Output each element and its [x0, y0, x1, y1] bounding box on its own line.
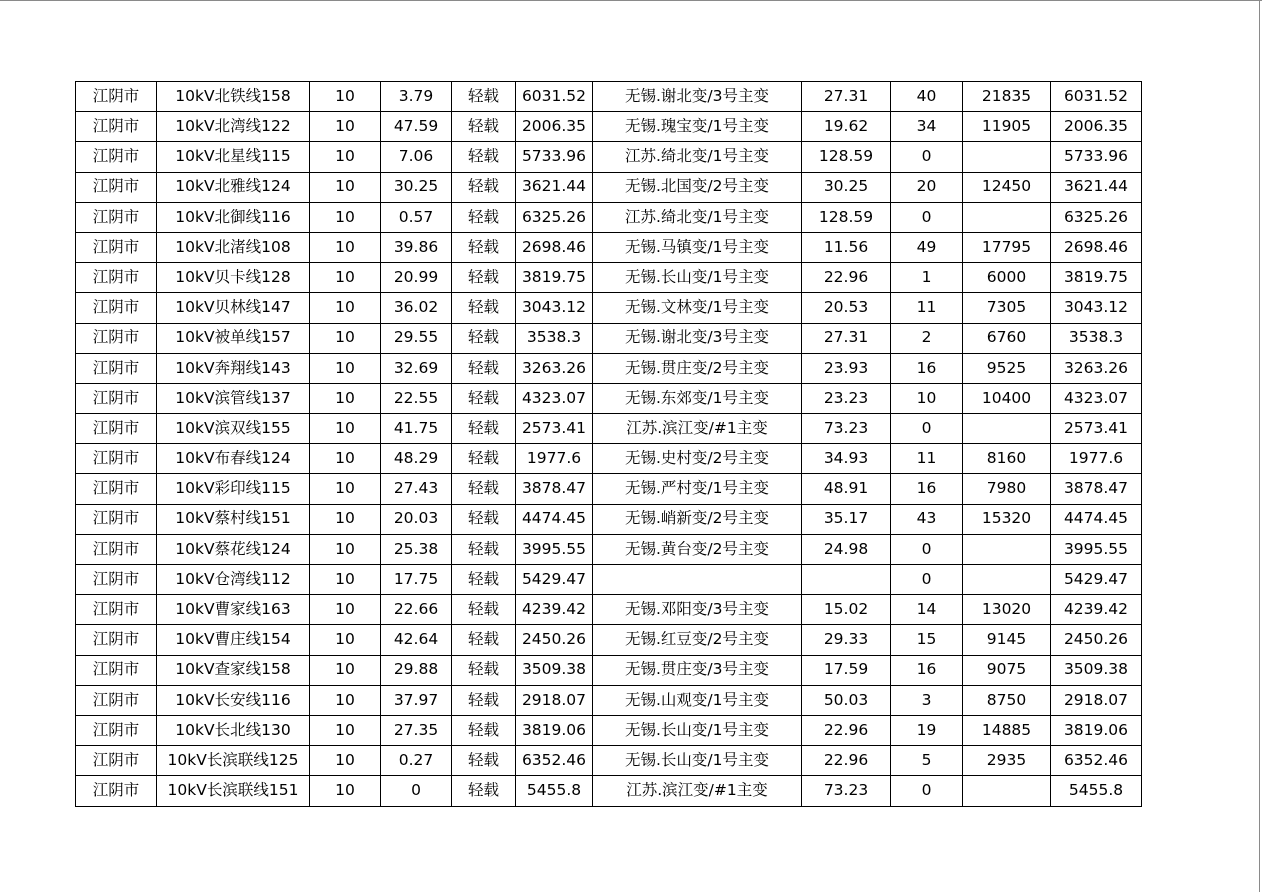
line-name-cell: 10kV长滨联线125	[157, 746, 310, 776]
table-row	[76, 595, 1142, 625]
table-row	[76, 625, 1142, 655]
voltage-cell: 10	[310, 746, 381, 776]
transformer-load-rate-cell: 34.93	[802, 444, 891, 474]
open-capacity-cell: 2573.41	[1051, 414, 1142, 444]
substation-transformer-cell: 无锡.贯庄变/2号主变	[593, 353, 802, 383]
line-name-cell: 10kV奔翔线143	[157, 353, 310, 383]
count-cell: 2	[891, 323, 963, 353]
table-row	[76, 715, 1142, 745]
table-row	[76, 746, 1142, 776]
open-capacity-cell: 5455.8	[1051, 776, 1142, 806]
substation-transformer-cell: 无锡.红豆变/2号主变	[593, 625, 802, 655]
load-rate-cell: 7.06	[381, 142, 452, 172]
city-cell: 江阴市	[76, 414, 157, 444]
line-name-cell: 10kV仓湾线112	[157, 565, 310, 595]
count-cell: 20	[891, 172, 963, 202]
table-row	[76, 685, 1142, 715]
load-rate-cell: 41.75	[381, 414, 452, 444]
transformer-load-rate-cell: 128.59	[802, 202, 891, 232]
line-name-cell: 10kV北星线115	[157, 142, 310, 172]
load-rate-cell: 27.35	[381, 715, 452, 745]
count-cell: 1	[891, 263, 963, 293]
city-cell: 江阴市	[76, 142, 157, 172]
transformer-load-rate-cell: 50.03	[802, 685, 891, 715]
line-name-cell: 10kV蔡村线151	[157, 504, 310, 534]
substation-transformer-cell: 无锡.谢北变/3号主变	[593, 323, 802, 353]
load-status-cell: 轻载	[452, 595, 516, 625]
available-capacity-cell: 2573.41	[516, 414, 593, 444]
capacity-cell: 9525	[963, 353, 1051, 383]
line-name-cell: 10kV北铁线158	[157, 82, 310, 112]
count-cell: 11	[891, 444, 963, 474]
substation-transformer-cell: 无锡.史村变/2号主变	[593, 444, 802, 474]
table-row	[76, 414, 1142, 444]
line-name-cell: 10kV彩印线115	[157, 474, 310, 504]
substation-transformer-cell: 无锡.东郊变/1号主变	[593, 383, 802, 413]
voltage-cell: 10	[310, 595, 381, 625]
transformer-load-rate-cell: 73.23	[802, 414, 891, 444]
voltage-cell: 10	[310, 565, 381, 595]
capacity-cell: 6000	[963, 263, 1051, 293]
substation-transformer-cell: 无锡.长山变/1号主变	[593, 746, 802, 776]
transformer-load-rate-cell: 11.56	[802, 232, 891, 262]
transformer-load-rate-cell: 20.53	[802, 293, 891, 323]
table-row	[76, 444, 1142, 474]
city-cell: 江阴市	[76, 323, 157, 353]
table-row	[76, 776, 1142, 806]
substation-transformer-cell: 江苏.滨江变/#1主变	[593, 776, 802, 806]
table-row	[76, 655, 1142, 685]
open-capacity-cell: 3043.12	[1051, 293, 1142, 323]
open-capacity-cell: 4474.45	[1051, 504, 1142, 534]
city-cell: 江阴市	[76, 263, 157, 293]
count-cell: 15	[891, 625, 963, 655]
load-rate-cell: 0.27	[381, 746, 452, 776]
capacity-cell: 12450	[963, 172, 1051, 202]
line-name-cell: 10kV北御线116	[157, 202, 310, 232]
transformer-load-rate-cell: 19.62	[802, 112, 891, 142]
count-cell: 19	[891, 715, 963, 745]
load-rate-cell: 29.55	[381, 323, 452, 353]
available-capacity-cell: 2006.35	[516, 112, 593, 142]
available-capacity-cell: 1977.6	[516, 444, 593, 474]
capacity-cell: 17795	[963, 232, 1051, 262]
open-capacity-cell: 2918.07	[1051, 685, 1142, 715]
load-status-cell: 轻载	[452, 474, 516, 504]
capacity-cell	[963, 202, 1051, 232]
line-name-cell: 10kV北渚线108	[157, 232, 310, 262]
open-capacity-cell: 4239.42	[1051, 595, 1142, 625]
voltage-cell: 10	[310, 625, 381, 655]
load-status-cell: 轻载	[452, 263, 516, 293]
table-body	[76, 82, 1142, 807]
open-capacity-cell: 6325.26	[1051, 202, 1142, 232]
count-cell: 11	[891, 293, 963, 323]
city-cell: 江阴市	[76, 172, 157, 202]
transformer-load-rate-cell: 24.98	[802, 534, 891, 564]
capacity-cell	[963, 142, 1051, 172]
capacity-cell: 11905	[963, 112, 1051, 142]
available-capacity-cell: 2918.07	[516, 685, 593, 715]
table-row	[76, 323, 1142, 353]
voltage-cell: 10	[310, 353, 381, 383]
transformer-load-rate-cell: 23.93	[802, 353, 891, 383]
table-row	[76, 263, 1142, 293]
load-status-cell: 轻载	[452, 232, 516, 262]
load-rate-cell: 0.57	[381, 202, 452, 232]
voltage-cell: 10	[310, 444, 381, 474]
table-row	[76, 353, 1142, 383]
available-capacity-cell: 6031.52	[516, 82, 593, 112]
available-capacity-cell: 3819.06	[516, 715, 593, 745]
table-row	[76, 112, 1142, 142]
transformer-load-rate-cell: 35.17	[802, 504, 891, 534]
voltage-cell: 10	[310, 232, 381, 262]
city-cell: 江阴市	[76, 82, 157, 112]
open-capacity-cell: 3538.3	[1051, 323, 1142, 353]
load-rate-cell: 39.86	[381, 232, 452, 262]
capacity-cell: 7305	[963, 293, 1051, 323]
substation-transformer-cell: 无锡.邓阳变/3号主变	[593, 595, 802, 625]
load-status-cell: 轻载	[452, 414, 516, 444]
substation-transformer-cell: 无锡.峭新变/2号主变	[593, 504, 802, 534]
available-capacity-cell: 6352.46	[516, 746, 593, 776]
available-capacity-cell: 4474.45	[516, 504, 593, 534]
line-name-cell: 10kV贝卡线128	[157, 263, 310, 293]
line-name-cell: 10kV曹庄线154	[157, 625, 310, 655]
open-capacity-cell: 3819.75	[1051, 263, 1142, 293]
open-capacity-cell: 6352.46	[1051, 746, 1142, 776]
city-cell: 江阴市	[76, 746, 157, 776]
substation-transformer-cell: 无锡.瑰宝变/1号主变	[593, 112, 802, 142]
substation-transformer-cell: 无锡.长山变/1号主变	[593, 715, 802, 745]
transformer-load-rate-cell: 128.59	[802, 142, 891, 172]
load-rate-cell: 42.64	[381, 625, 452, 655]
open-capacity-cell: 3878.47	[1051, 474, 1142, 504]
table-row	[76, 504, 1142, 534]
available-capacity-cell: 5455.8	[516, 776, 593, 806]
line-name-cell: 10kV贝林线147	[157, 293, 310, 323]
table-row	[76, 383, 1142, 413]
load-rate-cell: 20.03	[381, 504, 452, 534]
transformer-load-rate-cell: 73.23	[802, 776, 891, 806]
open-capacity-cell: 3621.44	[1051, 172, 1142, 202]
substation-transformer-cell: 无锡.长山变/1号主变	[593, 263, 802, 293]
load-rate-cell: 20.99	[381, 263, 452, 293]
capacity-cell	[963, 776, 1051, 806]
transformer-load-rate-cell: 17.59	[802, 655, 891, 685]
capacity-cell: 8750	[963, 685, 1051, 715]
voltage-cell: 10	[310, 414, 381, 444]
city-cell: 江阴市	[76, 112, 157, 142]
load-status-cell: 轻载	[452, 353, 516, 383]
available-capacity-cell: 6325.26	[516, 202, 593, 232]
load-status-cell: 轻载	[452, 293, 516, 323]
count-cell: 14	[891, 595, 963, 625]
count-cell: 34	[891, 112, 963, 142]
load-status-cell: 轻载	[452, 383, 516, 413]
load-rate-cell: 29.88	[381, 655, 452, 685]
table-row	[76, 202, 1142, 232]
city-cell: 江阴市	[76, 565, 157, 595]
count-cell: 16	[891, 353, 963, 383]
page-edge-top	[0, 0, 1262, 1]
city-cell: 江阴市	[76, 504, 157, 534]
voltage-cell: 10	[310, 323, 381, 353]
page-edge-right	[1259, 0, 1260, 892]
table-row	[76, 142, 1142, 172]
open-capacity-cell: 5733.96	[1051, 142, 1142, 172]
voltage-cell: 10	[310, 142, 381, 172]
transformer-load-rate-cell: 22.96	[802, 746, 891, 776]
substation-transformer-cell: 江苏.滨江变/#1主变	[593, 414, 802, 444]
city-cell: 江阴市	[76, 685, 157, 715]
load-status-cell: 轻载	[452, 323, 516, 353]
available-capacity-cell: 5733.96	[516, 142, 593, 172]
count-cell: 0	[891, 142, 963, 172]
line-name-cell: 10kV滨管线137	[157, 383, 310, 413]
capacity-cell: 15320	[963, 504, 1051, 534]
load-status-cell: 轻载	[452, 655, 516, 685]
available-capacity-cell: 2698.46	[516, 232, 593, 262]
load-rate-cell: 25.38	[381, 534, 452, 564]
line-name-cell: 10kV滨双线155	[157, 414, 310, 444]
load-status-cell: 轻载	[452, 202, 516, 232]
count-cell: 0	[891, 414, 963, 444]
load-status-cell: 轻载	[452, 172, 516, 202]
table-row	[76, 82, 1142, 112]
load-rate-cell: 36.02	[381, 293, 452, 323]
transformer-load-rate-cell: 23.23	[802, 383, 891, 413]
count-cell: 43	[891, 504, 963, 534]
voltage-cell: 10	[310, 715, 381, 745]
load-status-cell: 轻载	[452, 534, 516, 564]
substation-transformer-cell: 无锡.山观变/1号主变	[593, 685, 802, 715]
load-rate-cell: 32.69	[381, 353, 452, 383]
capacity-cell	[963, 565, 1051, 595]
substation-transformer-cell: 无锡.贯庄变/3号主变	[593, 655, 802, 685]
available-capacity-cell: 3509.38	[516, 655, 593, 685]
transformer-load-rate-cell: 27.31	[802, 82, 891, 112]
voltage-cell: 10	[310, 534, 381, 564]
substation-transformer-cell: 江苏.绮北变/1号主变	[593, 142, 802, 172]
available-capacity-cell: 3043.12	[516, 293, 593, 323]
capacity-cell: 9145	[963, 625, 1051, 655]
open-capacity-cell: 6031.52	[1051, 82, 1142, 112]
voltage-cell: 10	[310, 685, 381, 715]
table-row	[76, 172, 1142, 202]
substation-transformer-cell: 无锡.谢北变/3号主变	[593, 82, 802, 112]
city-cell: 江阴市	[76, 383, 157, 413]
capacity-cell	[963, 414, 1051, 444]
transformer-load-rate-cell: 22.96	[802, 715, 891, 745]
voltage-cell: 10	[310, 655, 381, 685]
load-rate-cell: 0	[381, 776, 452, 806]
load-rate-cell: 17.75	[381, 565, 452, 595]
open-capacity-cell: 3995.55	[1051, 534, 1142, 564]
voltage-cell: 10	[310, 383, 381, 413]
load-status-cell: 轻载	[452, 565, 516, 595]
city-cell: 江阴市	[76, 293, 157, 323]
line-name-cell: 10kV长安线116	[157, 685, 310, 715]
load-rate-cell: 22.55	[381, 383, 452, 413]
available-capacity-cell: 3263.26	[516, 353, 593, 383]
load-status-cell: 轻载	[452, 685, 516, 715]
capacity-cell: 21835	[963, 82, 1051, 112]
substation-transformer-cell: 江苏.绮北变/1号主变	[593, 202, 802, 232]
open-capacity-cell: 2698.46	[1051, 232, 1142, 262]
substation-transformer-cell: 无锡.文林变/1号主变	[593, 293, 802, 323]
substation-transformer-cell: 无锡.黄台变/2号主变	[593, 534, 802, 564]
count-cell: 0	[891, 534, 963, 564]
substation-transformer-cell: 无锡.北国变/2号主变	[593, 172, 802, 202]
available-capacity-cell: 3819.75	[516, 263, 593, 293]
open-capacity-cell: 3263.26	[1051, 353, 1142, 383]
voltage-cell: 10	[310, 504, 381, 534]
table-row	[76, 474, 1142, 504]
city-cell: 江阴市	[76, 534, 157, 564]
table-row	[76, 534, 1142, 564]
line-name-cell: 10kV长滨联线151	[157, 776, 310, 806]
open-capacity-cell: 2450.26	[1051, 625, 1142, 655]
table-row	[76, 293, 1142, 323]
available-capacity-cell: 3995.55	[516, 534, 593, 564]
load-rate-cell: 37.97	[381, 685, 452, 715]
city-cell: 江阴市	[76, 655, 157, 685]
line-name-cell: 10kV曹家线163	[157, 595, 310, 625]
count-cell: 10	[891, 383, 963, 413]
city-cell: 江阴市	[76, 776, 157, 806]
count-cell: 16	[891, 474, 963, 504]
available-capacity-cell: 4323.07	[516, 383, 593, 413]
city-cell: 江阴市	[76, 444, 157, 474]
open-capacity-cell: 3509.38	[1051, 655, 1142, 685]
line-name-cell: 10kV蔡花线124	[157, 534, 310, 564]
count-cell: 0	[891, 565, 963, 595]
voltage-cell: 10	[310, 82, 381, 112]
line-name-cell: 10kV被单线157	[157, 323, 310, 353]
load-rate-cell: 47.59	[381, 112, 452, 142]
load-status-cell: 轻载	[452, 625, 516, 655]
available-capacity-cell: 3538.3	[516, 323, 593, 353]
voltage-cell: 10	[310, 293, 381, 323]
count-cell: 0	[891, 202, 963, 232]
available-capacity-cell: 4239.42	[516, 595, 593, 625]
count-cell: 0	[891, 776, 963, 806]
city-cell: 江阴市	[76, 715, 157, 745]
city-cell: 江阴市	[76, 595, 157, 625]
substation-transformer-cell: 无锡.严村变/1号主变	[593, 474, 802, 504]
transformer-load-rate-cell: 29.33	[802, 625, 891, 655]
open-capacity-cell: 5429.47	[1051, 565, 1142, 595]
table-row	[76, 232, 1142, 262]
capacity-cell: 8160	[963, 444, 1051, 474]
voltage-cell: 10	[310, 776, 381, 806]
transformer-load-rate-cell: 22.96	[802, 263, 891, 293]
load-status-cell: 轻载	[452, 776, 516, 806]
line-name-cell: 10kV布春线124	[157, 444, 310, 474]
load-status-cell: 轻载	[452, 715, 516, 745]
open-capacity-cell: 4323.07	[1051, 383, 1142, 413]
voltage-cell: 10	[310, 172, 381, 202]
load-status-cell: 轻载	[452, 504, 516, 534]
open-capacity-cell: 1977.6	[1051, 444, 1142, 474]
count-cell: 49	[891, 232, 963, 262]
available-capacity-cell: 2450.26	[516, 625, 593, 655]
line-name-cell: 10kV长北线130	[157, 715, 310, 745]
load-status-cell: 轻载	[452, 112, 516, 142]
available-capacity-cell: 3621.44	[516, 172, 593, 202]
count-cell: 5	[891, 746, 963, 776]
voltage-cell: 10	[310, 202, 381, 232]
transformer-load-rate-cell: 15.02	[802, 595, 891, 625]
load-status-cell: 轻载	[452, 82, 516, 112]
voltage-cell: 10	[310, 112, 381, 142]
substation-transformer-cell: 无锡.马镇变/1号主变	[593, 232, 802, 262]
line-name-cell: 10kV北湾线122	[157, 112, 310, 142]
count-cell: 16	[891, 655, 963, 685]
transformer-load-rate-cell: 30.25	[802, 172, 891, 202]
feeder-load-table	[75, 81, 1142, 807]
capacity-cell: 7980	[963, 474, 1051, 504]
open-capacity-cell: 2006.35	[1051, 112, 1142, 142]
available-capacity-cell: 5429.47	[516, 565, 593, 595]
load-rate-cell: 22.66	[381, 595, 452, 625]
city-cell: 江阴市	[76, 474, 157, 504]
substation-transformer-cell	[593, 565, 802, 595]
voltage-cell: 10	[310, 263, 381, 293]
load-status-cell: 轻载	[452, 746, 516, 776]
load-status-cell: 轻载	[452, 142, 516, 172]
city-cell: 江阴市	[76, 625, 157, 655]
capacity-cell: 9075	[963, 655, 1051, 685]
transformer-load-rate-cell: 27.31	[802, 323, 891, 353]
line-name-cell: 10kV北雅线124	[157, 172, 310, 202]
count-cell: 3	[891, 685, 963, 715]
capacity-cell: 13020	[963, 595, 1051, 625]
city-cell: 江阴市	[76, 202, 157, 232]
city-cell: 江阴市	[76, 232, 157, 262]
capacity-cell: 10400	[963, 383, 1051, 413]
capacity-cell: 14885	[963, 715, 1051, 745]
capacity-cell: 2935	[963, 746, 1051, 776]
load-rate-cell: 3.79	[381, 82, 452, 112]
load-rate-cell: 30.25	[381, 172, 452, 202]
load-rate-cell: 27.43	[381, 474, 452, 504]
voltage-cell: 10	[310, 474, 381, 504]
capacity-cell: 6760	[963, 323, 1051, 353]
open-capacity-cell: 3819.06	[1051, 715, 1142, 745]
available-capacity-cell: 3878.47	[516, 474, 593, 504]
city-cell: 江阴市	[76, 353, 157, 383]
transformer-load-rate-cell	[802, 565, 891, 595]
count-cell: 40	[891, 82, 963, 112]
load-status-cell: 轻载	[452, 444, 516, 474]
transformer-load-rate-cell: 48.91	[802, 474, 891, 504]
line-name-cell: 10kV查家线158	[157, 655, 310, 685]
table-row	[76, 565, 1142, 595]
load-rate-cell: 48.29	[381, 444, 452, 474]
capacity-cell	[963, 534, 1051, 564]
